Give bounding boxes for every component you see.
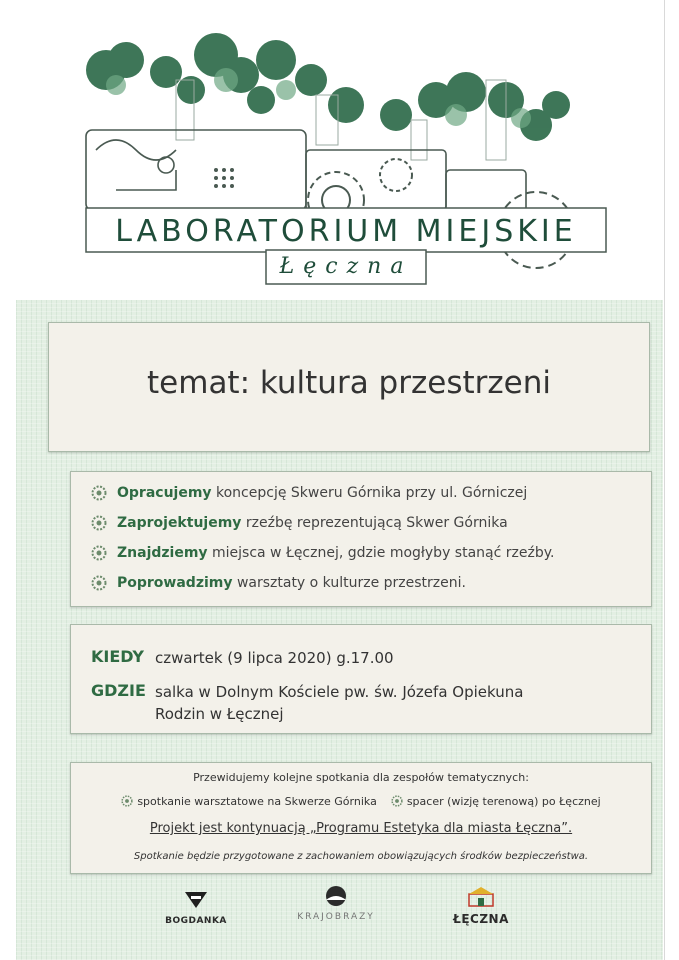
meeting-2: spacer (wizję terenową) po Łęcznej (406, 795, 601, 808)
activity-verb: Opracujemy (117, 485, 212, 501)
when-where-panel (70, 624, 652, 734)
gear-icon (91, 515, 107, 531)
when-label: KIEDY (91, 647, 144, 666)
topic-heading: temat: kultura przestrzeni (147, 365, 551, 401)
where-label: GDZIE (91, 681, 146, 700)
krajobrazy-logo (286, 884, 386, 922)
bogdanka-icon (181, 888, 211, 912)
gear-icon (91, 575, 107, 591)
when-value: czwartek (9 lipca 2020) g.17.00 (155, 649, 394, 667)
project-subtitle: Łęczna (279, 254, 413, 279)
safety-note: Spotkanie będzie przygotowane z zachowaniem obowiązujących środków bezpieczeństwa. (133, 851, 589, 862)
activity-verb: Poprowadzimy (117, 575, 233, 591)
info-meetings (71, 795, 651, 808)
leczna-icon (463, 886, 499, 908)
krajobrazy-logo-text: KRAJOBRAZY (297, 912, 375, 922)
activity-text: miejsca w Łęcznej, gdzie mogłyby stanąć rzeźby. (207, 545, 555, 561)
info-intro: Przewidujemy kolejne spotkania dla zespołów tematycznych: (193, 771, 529, 784)
bogdanka-logo-text: BOGDANKA (165, 916, 227, 926)
gear-icon (121, 795, 133, 807)
activity-text: rzeźbę reprezentującą Skwer Górnika (241, 515, 508, 531)
gear-icon (91, 485, 107, 501)
leczna-logo (436, 886, 526, 926)
gear-icon (91, 545, 107, 561)
activity-verb: Znajdziemy (117, 545, 208, 561)
gear-icon (391, 795, 403, 807)
activity-verb: Zaprojektujemy (117, 515, 242, 531)
project-title: LABORATORIUM MIEJSKIE (115, 214, 577, 249)
activity-text: warsztaty o kulturze przestrzeni. (232, 575, 466, 591)
krajobrazy-icon (321, 884, 351, 908)
topic-panel (48, 322, 650, 452)
sponsor-logos (16, 880, 663, 950)
info-panel (70, 762, 652, 874)
bogdanka-logo (156, 888, 236, 926)
activities-panel (70, 471, 652, 607)
header-illustration (16, 0, 663, 300)
project-continuation-link[interactable]: Projekt jest kontynuacją „Programu Estetyka dla miasta Łęczna”. (149, 821, 573, 836)
where-value-line2: Rodzin w Łęcznej (155, 705, 284, 723)
activity-text: koncepcję Skweru Górnika przy ul. Górniczej (211, 485, 528, 501)
leczna-logo-text: ŁĘCZNA (453, 912, 509, 926)
where-value-line1: salka w Dolnym Kościele pw. św. Józefa Opiekuna (155, 683, 524, 701)
meeting-1: spotkanie warsztatowe na Skwerze Górnika (137, 795, 377, 808)
